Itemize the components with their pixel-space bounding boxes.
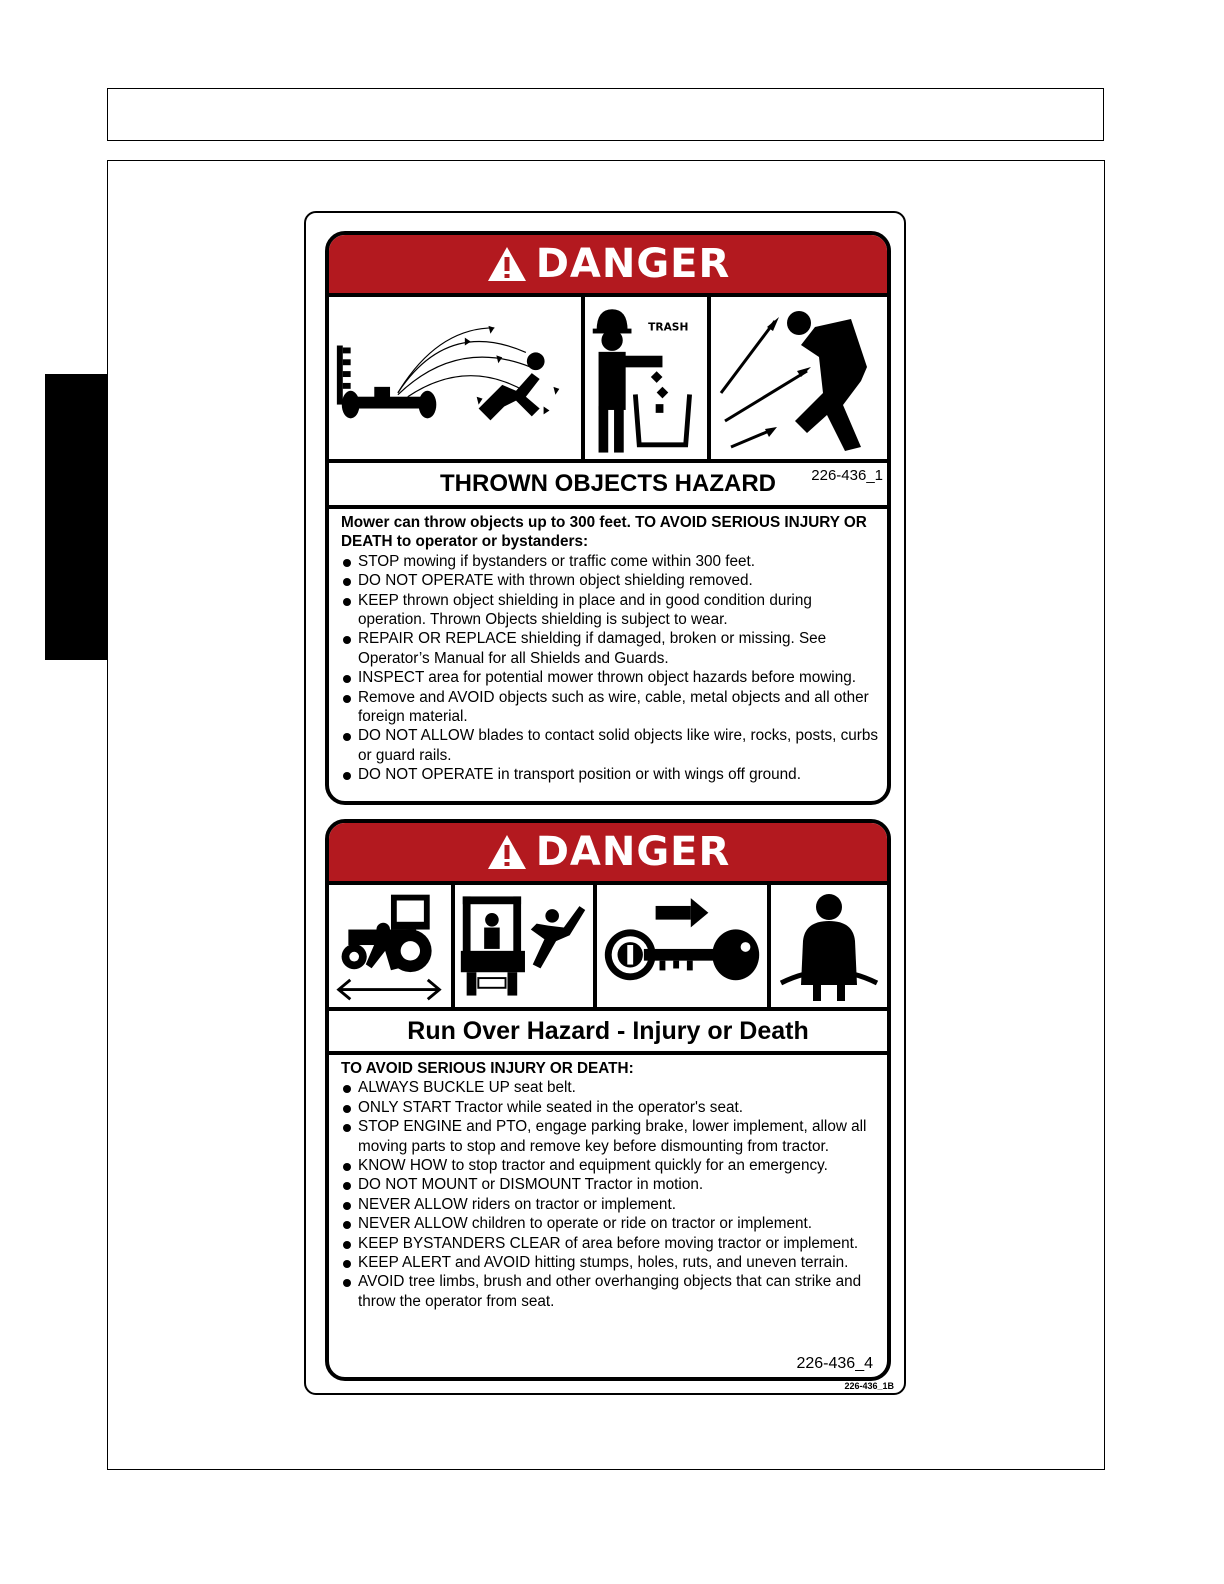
list-item: NEVER ALLOW riders on tractor or implement. xyxy=(341,1195,883,1214)
danger-panel-run-over xyxy=(325,819,891,1381)
remove-key-icon xyxy=(597,885,771,1007)
section-tab xyxy=(45,374,107,660)
run-over-tractor-icon xyxy=(329,885,455,1007)
list-item: KNOW HOW to stop tractor and equipment quickly for an emergency. xyxy=(341,1156,883,1175)
intro-text: TO AVOID SERIOUS INJURY OR DEATH: xyxy=(341,1060,634,1077)
instruction-list xyxy=(341,552,883,785)
safety-decal xyxy=(304,211,906,1395)
trash-worker-icon xyxy=(585,297,711,459)
list-item: DO NOT MOUNT or DISMOUNT Tractor in motion. xyxy=(341,1175,883,1194)
list-item: Remove and AVOID objects such as wire, cable, metal objects and all other foreign material. xyxy=(341,688,883,727)
list-item: STOP ENGINE and PTO, engage parking brake, lower implement, allow all moving parts to stop and remove key before dismounting from tractor. xyxy=(341,1117,883,1156)
rider-fall-icon xyxy=(455,885,597,1007)
svg-text:TRASH: TRASH xyxy=(648,320,689,334)
danger-header xyxy=(329,235,887,297)
list-item: ONLY START Tractor while seated in the operator's seat. xyxy=(341,1098,883,1117)
hazard-title-bar xyxy=(329,463,887,509)
hazard-title: Run Over Hazard - Injury or Death xyxy=(407,1016,809,1045)
instruction-list xyxy=(341,1078,883,1311)
danger-panel-thrown-objects xyxy=(325,231,891,805)
warning-triangle-icon xyxy=(486,245,528,283)
list-item: KEEP thrown object shielding in place and in good condition during operation. Thrown Objects shielding is subject to wear. xyxy=(341,591,883,630)
thrown-object-strike-icon xyxy=(711,297,887,459)
list-item: ALWAYS BUCKLE UP seat belt. xyxy=(341,1078,883,1097)
seat-belt-icon xyxy=(771,885,887,1007)
part-code: 226-436_4 xyxy=(796,1355,873,1372)
page-header-box xyxy=(107,88,1104,141)
list-item: KEEP BYSTANDERS CLEAR of area before moving tractor or implement. xyxy=(341,1234,883,1253)
list-item: STOP mowing if bystanders or traffic come within 300 feet. xyxy=(341,552,883,571)
danger-header xyxy=(329,823,887,885)
instructions xyxy=(341,513,883,785)
list-item: AVOID tree limbs, brush and other overhanging objects that can strike and throw the operator from seat. xyxy=(341,1272,883,1311)
signal-word: DANGER xyxy=(535,241,731,287)
list-item: DO NOT OPERATE with thrown object shielding removed. xyxy=(341,571,883,590)
signal-word: DANGER xyxy=(535,829,731,875)
list-item: DO NOT ALLOW blades to contact solid objects like wire, rocks, posts, curbs or guard rails. xyxy=(341,726,883,765)
list-item: KEEP ALERT and AVOID hitting stumps, holes, ruts, and uneven terrain. xyxy=(341,1253,883,1272)
thrown-objects-mower-icon xyxy=(329,297,585,459)
decal-code: 226-436_1B xyxy=(844,1381,894,1391)
instructions xyxy=(341,1059,883,1311)
pictogram-row xyxy=(329,885,887,1011)
list-item: REPAIR OR REPLACE shielding if damaged, broken or missing. See Operator’s Manual for all Shields and Guards. xyxy=(341,629,883,668)
intro-text: Mower can throw objects up to 300 feet. TO AVOID SERIOUS INJURY OR DEATH to operator or bystanders: xyxy=(341,514,867,551)
warning-triangle-icon xyxy=(486,833,528,871)
list-item: NEVER ALLOW children to operate or ride on tractor or implement. xyxy=(341,1214,883,1233)
pictogram-row xyxy=(329,297,887,463)
hazard-title: THROWN OBJECTS HAZARD xyxy=(440,470,776,497)
list-item: DO NOT OPERATE in transport position or with wings off ground. xyxy=(341,765,883,784)
hazard-title-bar xyxy=(329,1011,887,1055)
part-code: 226-436_1 xyxy=(811,467,883,484)
list-item: INSPECT area for potential mower thrown object hazards before mowing. xyxy=(341,668,883,687)
